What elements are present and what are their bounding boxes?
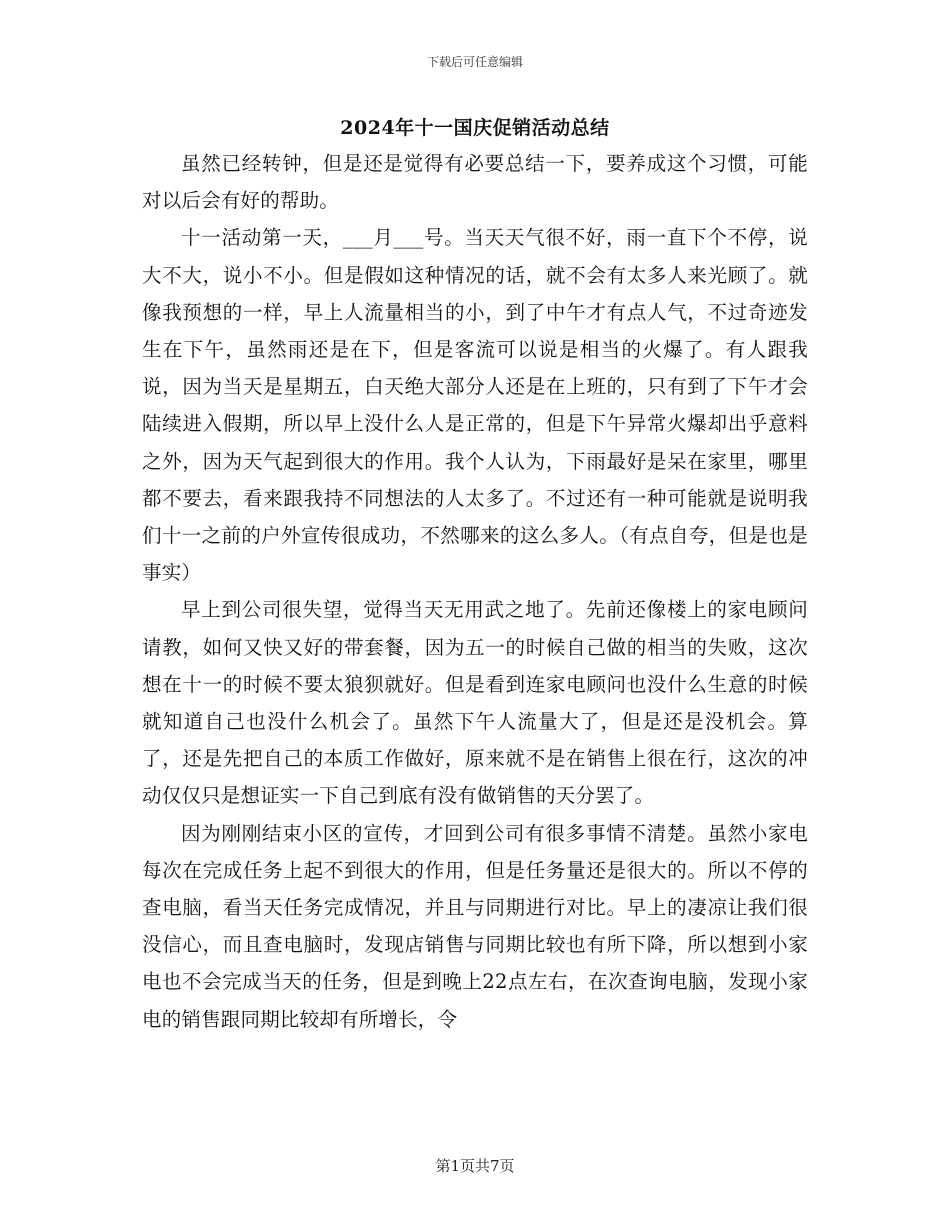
paragraph-4: 因为刚刚结束小区的宣传，才回到公司有很多事情不清楚。虽然小家电每次在完成任务上起不到很大的作用，但是任务量还是很大的。所以不停的查电脑，看当天任务完成情况，并且与同期进行对比。早上的凄凉让我们很没信心，而且查电脑时，发现店销售与同期比较也有所下降，所以想到小家电也不会完成当天的任务，但是到晚上22点左右，在次查询电脑，发现小家电的销售跟同期比较却有所增长，令 (142, 821, 808, 1031)
document-title: 2024年十一国庆促销活动总结 (340, 117, 610, 139)
paragraph-3: 早上到公司很失望，觉得当天无用武之地了。先前还像楼上的家电顾问请教，如何又快又好的带套餐，因为五一的时候自己做的相当的失败，这次想在十一的时候不要太狼狈就好。但是看到连家电顾问也没什么生意的时候就知道自己也没什么机会了。虽然下午人流量大了，但是还是没机会。算了，还是先把自己的本质工作做好，原来就不是在销售上很在行，这次的冲动仅仅只是想证实一下自己到底有没有做销售的天分罢了。 (142, 598, 808, 808)
paragraph-1: 虽然已经转钟，但是还是觉得有必要总结一下，要养成这个习惯，可能对以后会有好的帮助。 (142, 152, 808, 213)
page-number: 第1页共7页 (435, 1157, 515, 1175)
page-header-note: 下载后可任意编辑 (426, 55, 523, 69)
paragraph-2: 十一活动第一天，___月___号。当天天气很不好，雨一直下个不停，说大不大，说小不小。但是假如这种情况的话，就不会有太多人来光顾了。就像我预想的一样，早上人流量相当的小，到了中午才有点人气，不过奇迹发生在下午，虽然雨还是在下，但是客流可以说是相当的火爆了。有人跟我说，因为当天是星期五，白天绝大部分人还是在上班的，只有到了下午才会陆续进入假期，所以早上没什么人是正常的，但是下午异常火爆却出乎意料之外，因为天气起到很大的作用。我个人认为，下雨最好是呆在家里，哪里都不要去，看来跟我持不同想法的人太多了。不过还有一种可能就是说明我们十一之前的户外宣传很成功，不然哪来的这么多人。（有点自夸，但是也是事实） (142, 226, 808, 585)
document-body (142, 145, 808, 1038)
